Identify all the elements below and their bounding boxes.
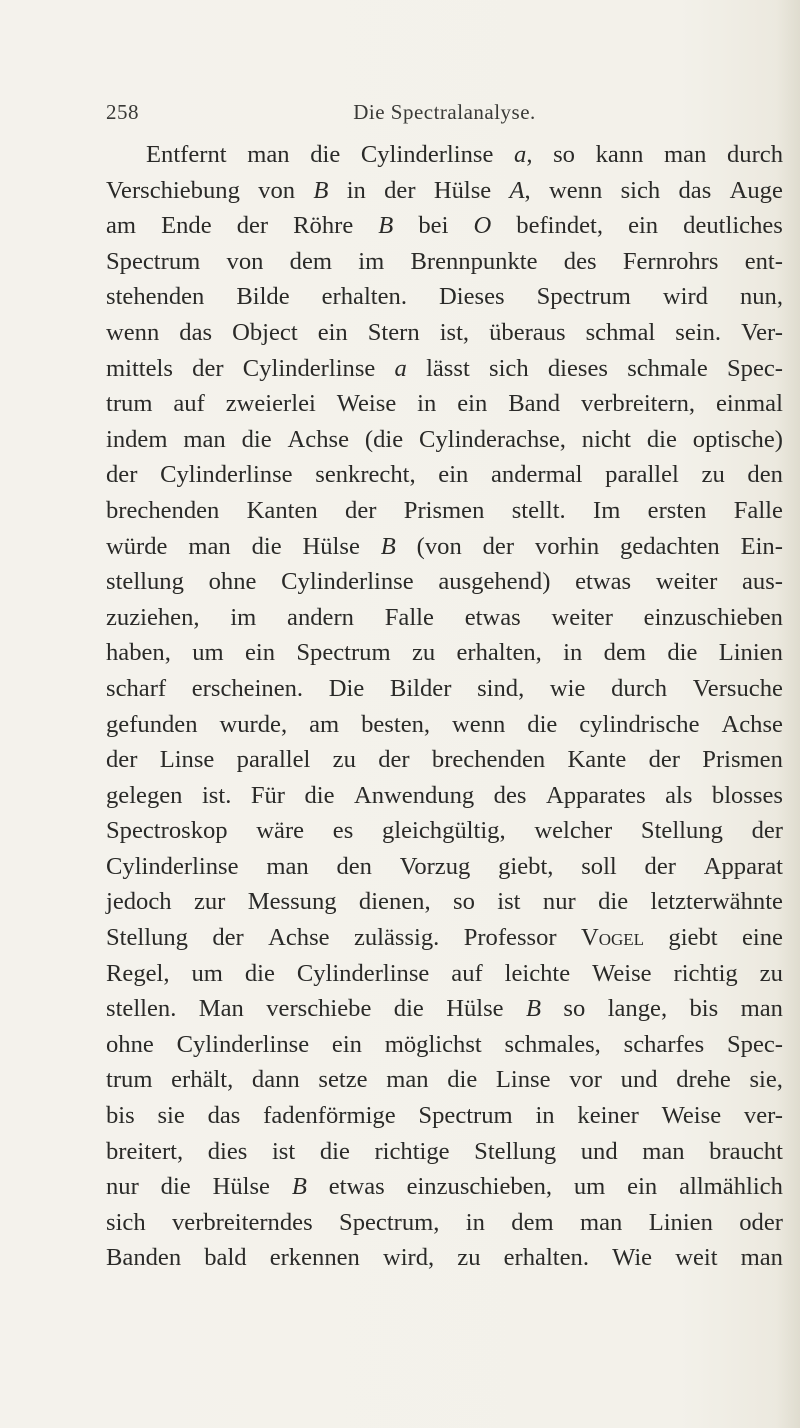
text-line: jedoch zur Messung dienen, so ist nur die letzterwähnte <box>106 888 783 916</box>
running-head: Die Spectralanalyse. <box>353 100 536 124</box>
body-text <box>106 137 783 1276</box>
text-line: Spectrum von dem im Brennpunkte des Fernrohrs ent- <box>106 247 783 275</box>
text-line: Stellung der Achse zulässig. Professor Vogel giebt eine <box>106 924 783 952</box>
text-line: indem man die Achse (die Cylinderachse, nicht die optische) <box>106 425 783 453</box>
text-line: stehenden Bilde erhalten. Dieses Spectrum wird nun, <box>106 283 783 311</box>
text-line: der Linse parallel zu der brechenden Kante der Prismen <box>106 746 783 774</box>
text-line: stellung ohne Cylinderlinse ausgehend) etwas weiter aus- <box>106 568 783 596</box>
text-line: zuziehen, im andern Falle etwas weiter einzuschieben <box>106 603 783 631</box>
text-line: Cylinderlinse man den Vorzug giebt, soll der Apparat <box>106 852 783 880</box>
text-line: nur die Hülse B etwas einzuschieben, um ein allmählich <box>106 1173 783 1201</box>
text-line: Regel, um die Cylinderlinse auf leichte Weise richtig zu <box>106 959 783 987</box>
text-line: sich verbreiterndes Spectrum, in dem man Linien oder <box>106 1208 783 1236</box>
text-line: ohne Cylinderlinse ein möglichst schmales, scharfes Spec- <box>106 1030 783 1058</box>
text-line: würde man die Hülse B (von der vorhin gedachten Ein- <box>106 532 783 560</box>
page-header <box>106 100 783 130</box>
text-line: scharf erscheinen. Die Bilder sind, wie durch Versuche <box>106 674 783 702</box>
text-line: Banden bald erkennen wird, zu erhalten. Wie weit man <box>106 1244 783 1272</box>
text-line: gefunden wurde, am besten, wenn die cylindrische Achse <box>106 710 783 738</box>
text-line: am Ende der Röhre B bei O befindet, ein deutliches <box>106 212 783 240</box>
text-line: Verschiebung von B in der Hülse A, wenn sich das Auge <box>106 176 783 204</box>
text-line: wenn das Object ein Stern ist, überaus schmal sein. Ver- <box>106 318 783 346</box>
text-line: haben, um ein Spectrum zu erhalten, in dem die Linien <box>106 639 783 667</box>
text-line: stellen. Man verschiebe die Hülse B so lange, bis man <box>106 995 783 1023</box>
text-line: brechenden Kanten der Prismen stellt. Im ersten Falle <box>106 496 783 524</box>
text-line: Entfernt man die Cylinderlinse a, so kann man durch <box>146 141 783 168</box>
text-line: Spectroskop wäre es gleichgültig, welcher Stellung der <box>106 817 783 845</box>
text-line: gelegen ist. Für die Anwendung des Apparates als blosses <box>106 781 783 809</box>
text-line: bis sie das fadenförmige Spectrum in keiner Weise ver- <box>106 1102 783 1130</box>
text-line: der Cylinderlinse senkrecht, ein andermal parallel zu den <box>106 461 783 489</box>
text-line: breitert, dies ist die richtige Stellung und man braucht <box>106 1137 783 1165</box>
text-line: trum auf zweierlei Weise in ein Band verbreitern, einmal <box>106 390 783 418</box>
text-line: trum erhält, dann setze man die Linse vor und drehe sie, <box>106 1066 783 1094</box>
page-number: 258 <box>106 100 139 124</box>
text-line: mittels der Cylinderlinse a lässt sich dieses schmale Spec- <box>106 354 783 382</box>
